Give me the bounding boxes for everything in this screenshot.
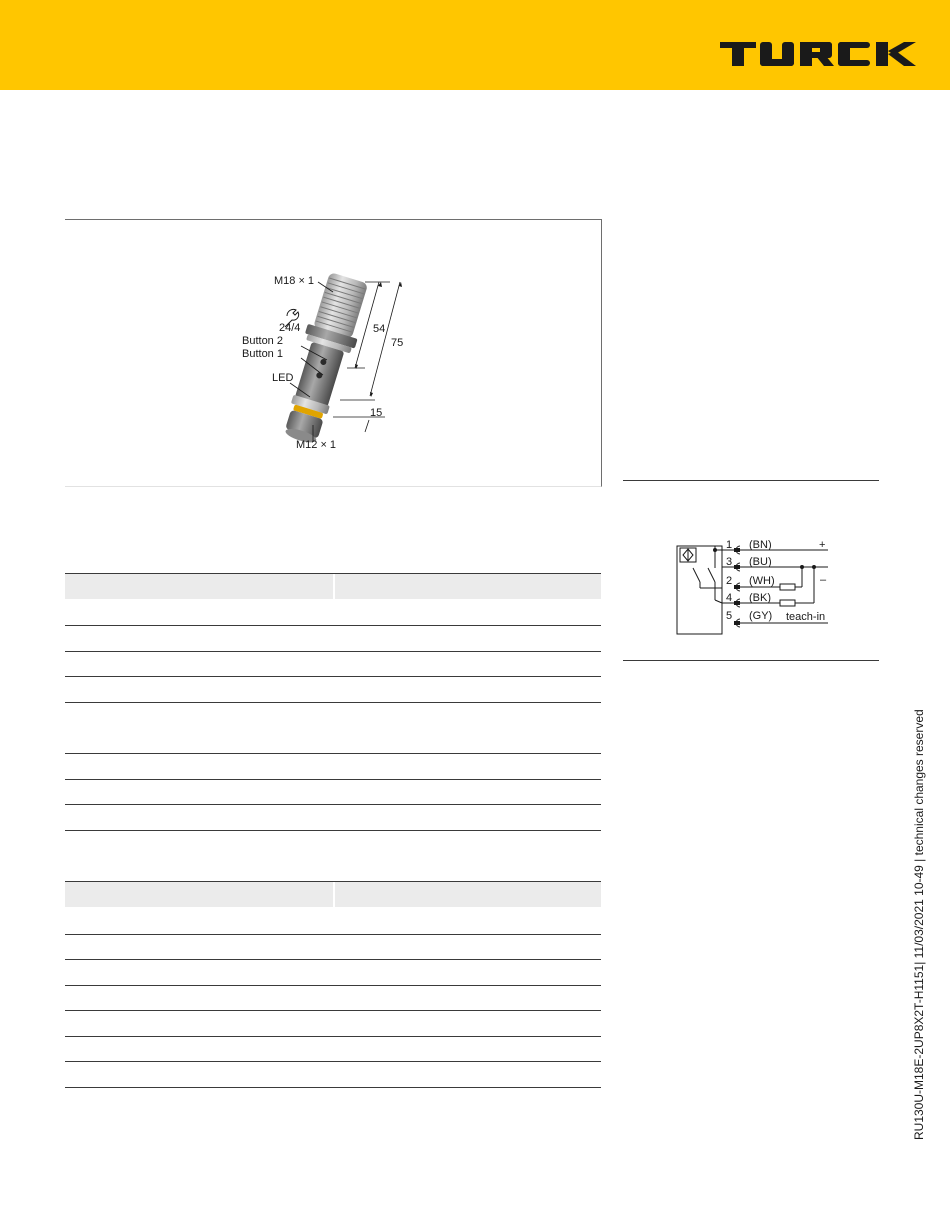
- table-row: [65, 652, 601, 677]
- label-connector-thread: M12 × 1: [296, 439, 337, 451]
- label-dim-15: 15: [370, 407, 383, 419]
- table-row: [65, 754, 601, 780]
- table-row: [65, 1037, 601, 1062]
- table-row: [65, 986, 601, 1011]
- column-divider: [333, 1037, 334, 1061]
- table-row: [65, 626, 601, 652]
- data-table: [65, 573, 601, 1088]
- table-row: [65, 677, 601, 703]
- label-button-2: Button 2: [242, 335, 283, 347]
- section-rule-top: [623, 480, 879, 481]
- column-divider: [333, 754, 334, 779]
- document-footer-vertical: RU130U-M18E-2UP8X2T-H1151| 11/03/2021 10-49 | technical changes reserved: [912, 709, 926, 1140]
- table-row: [65, 574, 601, 600]
- table-row: [65, 960, 601, 986]
- column-divider: [333, 960, 334, 985]
- column-divider: [333, 1011, 334, 1036]
- header-bar: [0, 0, 950, 90]
- pin-4-number: 4: [726, 592, 733, 604]
- table-row: [65, 600, 601, 626]
- dimension-drawing-box: [65, 219, 602, 487]
- dimension-drawing: [65, 220, 602, 488]
- column-divider: [333, 1062, 334, 1087]
- label-dim-75: 75: [391, 337, 404, 349]
- turck-logo: [720, 42, 916, 66]
- label-led: LED: [272, 372, 294, 384]
- table-row: [65, 935, 601, 960]
- label-dim-54: 54: [373, 323, 386, 335]
- column-divider: [333, 805, 334, 830]
- pin-2-color: (WH): [749, 575, 775, 587]
- pin-5-number: 5: [726, 610, 733, 622]
- pin-1-number: 1: [726, 539, 733, 551]
- column-divider: [333, 703, 334, 753]
- column-divider: [333, 600, 334, 625]
- column-divider: [333, 935, 334, 959]
- table-row: [65, 703, 601, 754]
- column-divider: [333, 626, 334, 651]
- table-row: [65, 908, 601, 935]
- column-divider: [333, 652, 334, 676]
- section-rule-bottom: [623, 660, 879, 661]
- pin-1-color: (BN): [749, 539, 772, 551]
- table-row: [65, 882, 601, 908]
- column-divider: [333, 882, 335, 907]
- column-divider: [333, 677, 334, 702]
- teach-in-label: teach-in: [786, 611, 826, 623]
- column-divider: [333, 780, 334, 804]
- label-thread-top: M18 × 1: [274, 275, 315, 287]
- minus-label: –: [820, 574, 827, 586]
- column-divider: [333, 831, 334, 881]
- sensor-body: [275, 270, 374, 448]
- table-row: [65, 780, 601, 805]
- label-wrench-size: 24/4: [279, 322, 301, 334]
- pin-3-number: 3: [726, 556, 733, 568]
- pin-3-color: (BU): [749, 556, 772, 568]
- table-row: [65, 805, 601, 831]
- plus-label: +: [819, 539, 826, 551]
- label-button-1: Button 1: [242, 348, 283, 360]
- table-row: [65, 1011, 601, 1037]
- pin-2-number: 2: [726, 575, 733, 587]
- pin-4-color: (BK): [749, 592, 771, 604]
- table-row: [65, 1062, 601, 1088]
- column-divider: [333, 574, 335, 599]
- wiring-diagram: [660, 530, 860, 640]
- pin-5-color: (GY): [749, 610, 773, 622]
- table-row: [65, 831, 601, 882]
- column-divider: [333, 986, 334, 1010]
- column-divider: [333, 908, 334, 934]
